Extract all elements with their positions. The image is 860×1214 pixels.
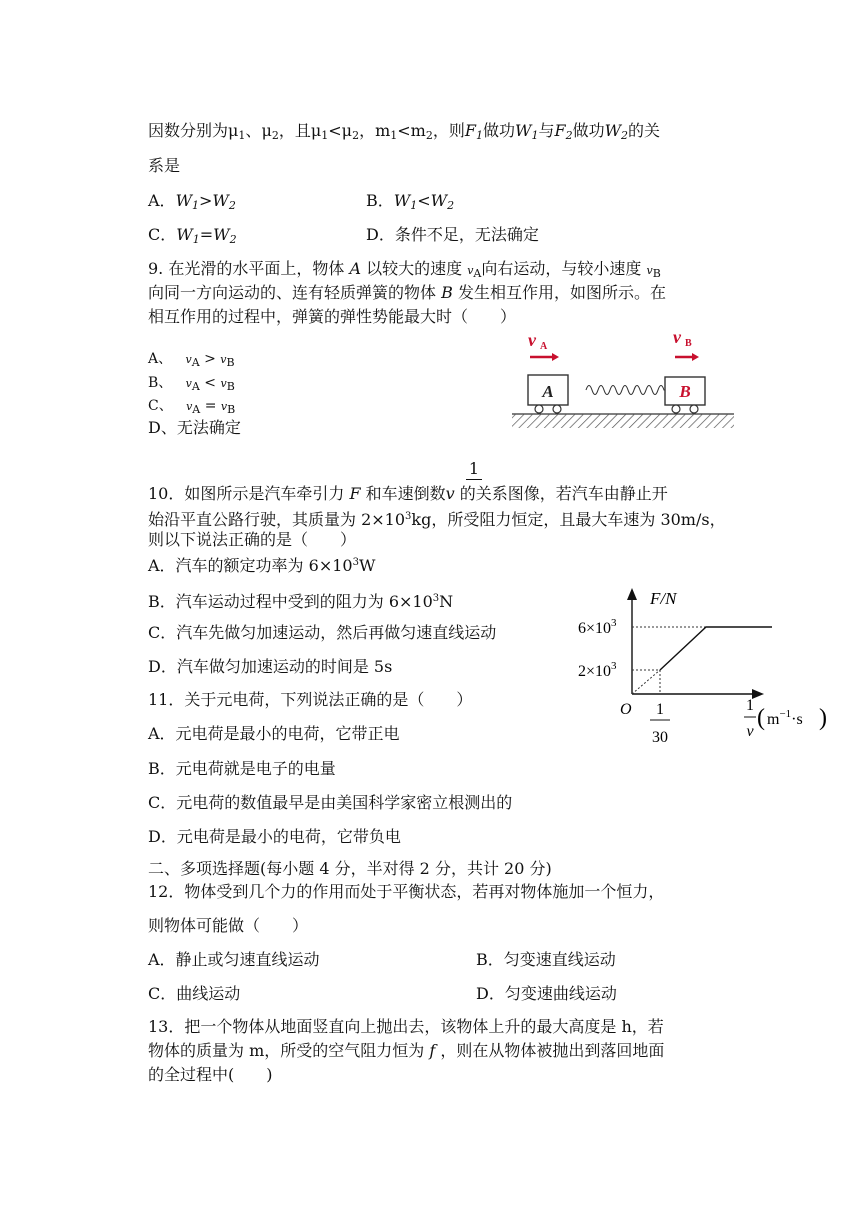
q9-line2: 向同一方向运动的、连有轻质弹簧的物体 B 发生相互作用，如图所示。在	[148, 283, 666, 302]
vb-label: v	[673, 327, 681, 347]
cart-b-wheel-left	[672, 405, 680, 413]
q10-line2: 始沿平直公路行驶，其质量为 $2\times 10^3kg$，所受阻力恒定，且最大车速为 30m/s，	[148, 510, 726, 529]
q10-inline-fraction: 1	[466, 460, 482, 480]
vb-subscript: B	[685, 338, 692, 349]
q10-line1: 10．如图所示是汽车牵引力 F 和车速倒数v 的关系图像，若汽车由静止开	[148, 484, 668, 503]
q9-spring-cart-figure	[510, 326, 736, 432]
q9-option-d: D、无法确定	[148, 418, 241, 437]
x-axis-label-denominator: v	[746, 723, 754, 740]
q8-line2: 系是	[148, 156, 181, 175]
va-arrowhead	[552, 353, 559, 361]
va-subscript: A	[540, 341, 548, 352]
q13-line1: 13．把一个物体从地面竖直向上抛出去，该物体上升的最大高度是 h，若	[148, 1017, 664, 1036]
spring	[586, 386, 670, 395]
y-tick-low: $2\times 10^3$	[578, 660, 617, 680]
ground-hatch	[512, 414, 734, 428]
x-axis-unit: $m^{-1}\cdot s$	[767, 708, 803, 728]
q10-option-d: D．汽车做匀加速运动的时间是 5s	[148, 657, 393, 676]
q10-option-c: C．汽车先做匀加速运动，然后再做匀速直线运动	[148, 623, 497, 642]
q8-line1: 因数分别为$\mu_1$、$\mu_2$，且$\mu_1<\mu_2$，$m_1<m_2$，则$F_1$做功$W_1$与$F_2$做功$W_2$的关	[148, 121, 661, 142]
q12-option-a: A．静止或匀速直线运动	[148, 950, 320, 969]
q9-line3: 相互作用的过程中，弹簧的弹性势能最大时（ ）	[148, 307, 517, 326]
q10-line3: 则以下说法正确的是（ ）	[148, 530, 357, 549]
q10-option-a: A．汽车的额定功率为 $6\times 10^3W$	[148, 556, 376, 575]
q12-line2: 则物体可能做（ ）	[148, 916, 309, 935]
q9-option-a: A、 $v_A > v_B$	[148, 351, 235, 369]
q9-option-c: C、 $v_A = v_B$	[148, 398, 236, 416]
q11-option-a: A．元电荷是最小的电荷，它带正电	[148, 724, 400, 743]
x-axis-label-numerator: 1	[746, 697, 754, 714]
q8-option-a: A．$W_1>W_2$	[148, 191, 236, 212]
q9-option-b: B、 $v_A < v_B$	[148, 375, 235, 393]
origin-label: O	[620, 701, 632, 718]
cart-a-wheel-right	[553, 405, 561, 413]
q8-option-b: B．$W_1<W_2$	[366, 191, 455, 212]
q12-option-d: D．匀变速曲线运动	[476, 984, 617, 1003]
q12-option-b: B．匀变速直线运动	[476, 950, 616, 969]
x-tick-numerator: 1	[656, 701, 664, 718]
q11-stem: 11．关于元电荷，下列说法正确的是（ ）	[148, 690, 473, 709]
x-unit-paren-close: )	[819, 705, 827, 731]
y-axis-arrow	[627, 588, 637, 600]
vb-arrowhead	[692, 353, 699, 361]
q13-line3: 的全过程中( )	[148, 1065, 273, 1084]
q11-option-c: C．元电荷的数值最早是由美国科学家密立根测出的	[148, 793, 513, 812]
q12-line1: 12．物体受到几个力的作用而处于平衡状态，若再对物体施加一个恒力，	[148, 882, 665, 901]
section-heading-multi-choice: 二、多项选择题(每小题 4 分，半对得 2 分，共计 20 分)	[148, 859, 552, 878]
x-tick-denominator: 30	[652, 729, 668, 746]
q9-line1: 9. 在光滑的水平面上，物体 A 以较大的速度 $v_A$向右运动，与较小速度 $v_B$	[148, 259, 661, 280]
y-axis-label: F/N	[650, 589, 677, 608]
q13-line2: 物体的质量为 m，所受的空气阻力恒为 f ，则在从物体被抛出到落回地面	[148, 1041, 665, 1060]
q11-option-d: D．元电荷是最小的电荷，它带负电	[148, 827, 401, 846]
q10-option-b: B．汽车运动过程中受到的阻力为 $6\times 10^3N$	[148, 592, 454, 611]
force-curve	[660, 627, 772, 670]
q8-option-c: C．$W_1=W_2$	[148, 225, 237, 246]
x-unit-paren-open: (	[757, 705, 765, 731]
q11-option-b: B．元电荷就是电子的电量	[148, 759, 336, 778]
cart-b-wheel-right	[690, 405, 698, 413]
va-label: v	[528, 330, 536, 350]
cart-a-label: A	[542, 382, 554, 401]
origin-guide	[632, 670, 660, 694]
cart-b-label: B	[679, 382, 691, 401]
cart-a-wheel-left	[535, 405, 543, 413]
q8-option-d: D．条件不足，无法确定	[366, 225, 539, 244]
q10-force-graph	[574, 584, 832, 750]
q12-option-c: C．曲线运动	[148, 984, 241, 1003]
y-tick-high: $6\times 10^3$	[578, 617, 617, 637]
